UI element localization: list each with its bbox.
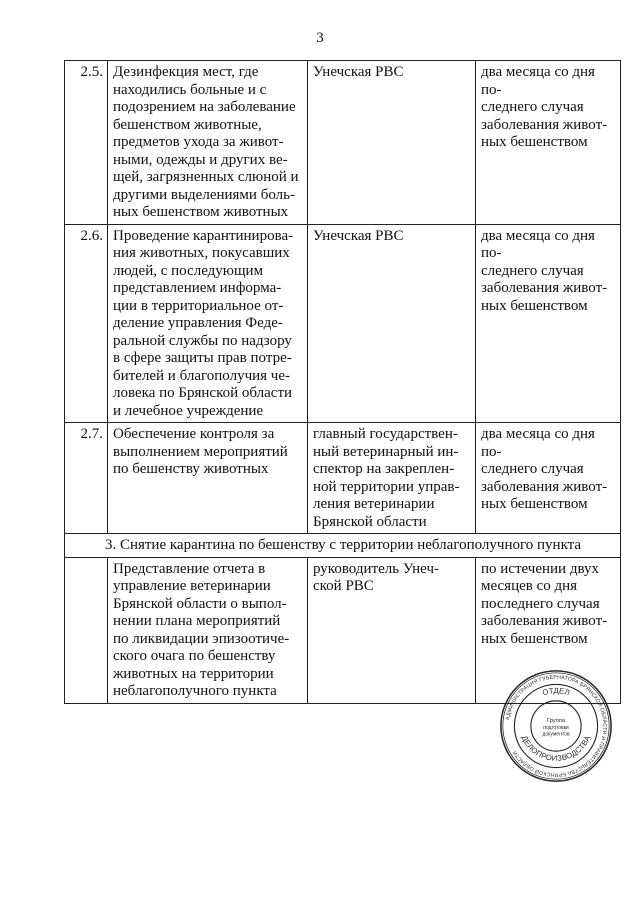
office-stamp	[498, 668, 614, 784]
term-cell: по истечении двух месяцев со дня последнего случая заболевания живот- ных бешенством	[476, 557, 621, 703]
row-number	[65, 557, 108, 703]
task-cell: Проведение карантинирова- ния животных, покусавших людей, с последующим представлением информа- ции в территориальное от- деление управления Феде- ральной службы по надзору в сфере защиты прав потре- бителей и благополучия че- ловека по Брянской области и лечебное учреждение	[108, 224, 308, 423]
section-heading-row	[65, 534, 621, 558]
task-cell: Обеспечение контроля за выполнением мероприятий по бешенству животных	[108, 423, 308, 534]
stamp-inner-line: документов	[542, 731, 570, 738]
section-heading: 3. Снятие карантина по бешенству с территории неблагополучного пункта	[65, 534, 621, 558]
responsible-cell: руководитель Унеч- ской РВС	[308, 557, 476, 703]
table-row	[65, 224, 621, 423]
responsible-cell: Унечская РВС	[308, 224, 476, 423]
stamp-inner-line: Группа	[546, 718, 566, 725]
stamp-dept-top: ОТДЕЛ	[541, 686, 571, 698]
stamp-outer-text: АДМИНИСТРАЦИЯ ГУБЕРНАТОРА БРЯНСКОЙ ОБЛАСТИ И ПРАВИТЕЛЬСТВА БРЯНСКОЙ ОБЛАСТИ	[505, 674, 608, 778]
measures-table	[64, 60, 621, 704]
stamp-dept-bottom: ДЕЛОПРОИЗВОДСТВА	[519, 734, 593, 763]
responsible-cell: Унечская РВС	[308, 61, 476, 225]
task-cell: Дезинфекция мест, где находились больные и с подозрением на заболевание бешенством животные, предметов ухода за живот- ными, одежды и других ве- щей, загрязненных слюной и другими выделениями боль- ных бешенством животных	[108, 61, 308, 225]
responsible-cell: главный государствен- ный ветеринарный ин- спектор на закреплен- ной территории управ- ления ветеринарии Брянской области	[308, 423, 476, 534]
term-cell: два месяца со дня по- следнего случая заболевания живот- ных бешенством	[476, 61, 621, 225]
term-cell: два месяца со дня по- следнего случая заболевания живот- ных бешенством	[476, 224, 621, 423]
term-cell: два месяца со дня по- следнего случая заболевания живот- ных бешенством	[476, 423, 621, 534]
row-number: 2.6.	[65, 224, 108, 423]
row-number: 2.7.	[65, 423, 108, 534]
stamp-inner-line: подготовки	[543, 724, 569, 731]
table-row	[65, 61, 621, 225]
svg-text:ОТДЕЛ	[541, 686, 570, 697]
row-number: 2.5.	[65, 61, 108, 225]
page-number: 3	[316, 30, 324, 46]
task-cell: Представление отчета в управление ветеринарии Брянской области о выпол- нении плана мероприятий по ликвидации эпизоотиче- ского очага по бешенству животных на территории неблагополучного пункта	[108, 557, 308, 703]
table-row	[65, 423, 621, 534]
